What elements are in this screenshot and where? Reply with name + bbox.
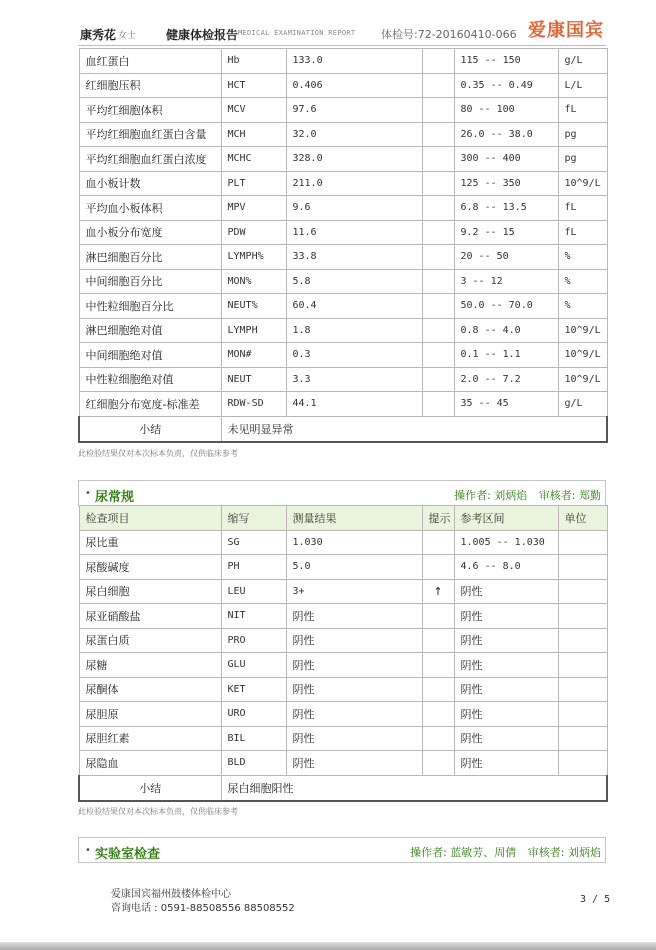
- item-name: 尿蛋白质: [79, 628, 221, 653]
- item-abbr: BLD: [221, 751, 286, 776]
- urine-section-header: [78, 480, 606, 506]
- item-unit: [558, 726, 607, 751]
- item-name: 血红蛋白: [79, 49, 221, 74]
- item-unit: g/L: [558, 392, 607, 417]
- report-title: 健康体检报告: [166, 28, 239, 42]
- table-row: [79, 245, 607, 270]
- item-range: 4.6 -- 8.0: [454, 555, 558, 580]
- item-result: 11.6: [286, 220, 422, 245]
- item-result: 阴性: [286, 628, 422, 653]
- item-unit: g/L: [558, 49, 607, 74]
- item-abbr: NEUT: [221, 367, 286, 392]
- lab-section-title: 实验室检查: [95, 847, 161, 862]
- lab-staff: [402, 844, 601, 860]
- item-name: 红细胞压积: [79, 73, 221, 98]
- item-result: 133.0: [286, 49, 422, 74]
- page-footer: [111, 888, 295, 916]
- item-unit: [558, 579, 607, 604]
- item-name: 平均红细胞血红蛋白含量: [79, 122, 221, 147]
- blood-test-table: [78, 48, 608, 443]
- item-result: 44.1: [286, 392, 422, 417]
- item-range: 0.35 -- 0.49: [454, 73, 558, 98]
- item-hint: [422, 73, 454, 98]
- item-result: 阴性: [286, 726, 422, 751]
- table-row: [79, 653, 607, 678]
- item-abbr: PLT: [221, 171, 286, 196]
- item-unit: %: [558, 245, 607, 270]
- column-header: 检查项目: [79, 506, 221, 531]
- item-unit: [558, 653, 607, 678]
- item-hint: [422, 245, 454, 270]
- patient-name: 康秀花: [80, 28, 117, 42]
- item-abbr: PRO: [221, 628, 286, 653]
- item-name: 平均红细胞血红蛋白浓度: [79, 147, 221, 172]
- item-hint: ↑: [422, 579, 454, 604]
- item-unit: 10^9/L: [558, 343, 607, 368]
- bottom-bar: [0, 942, 656, 950]
- item-result: 97.6: [286, 98, 422, 123]
- item-result: 0.3: [286, 343, 422, 368]
- item-unit: [558, 628, 607, 653]
- item-result: 阴性: [286, 751, 422, 776]
- item-unit: pg: [558, 122, 607, 147]
- item-name: 淋巴细胞百分比: [79, 245, 221, 270]
- item-unit: [558, 530, 607, 555]
- item-name: 尿比重: [79, 530, 221, 555]
- item-abbr: GLU: [221, 653, 286, 678]
- report-header: [78, 14, 606, 46]
- table-row: [79, 318, 607, 343]
- item-abbr: MCH: [221, 122, 286, 147]
- item-name: 尿白细胞: [79, 579, 221, 604]
- item-result: 211.0: [286, 171, 422, 196]
- item-result: 1.8: [286, 318, 422, 343]
- item-range: 2.0 -- 7.2: [454, 367, 558, 392]
- item-abbr: MON#: [221, 343, 286, 368]
- urine-section-title: 尿常规: [95, 490, 135, 505]
- item-unit: 10^9/L: [558, 318, 607, 343]
- bullet-dot-icon: •: [85, 488, 91, 499]
- table-row: [79, 604, 607, 629]
- item-result: 33.8: [286, 245, 422, 270]
- item-name: 中间细胞百分比: [79, 269, 221, 294]
- urine-table-header: [79, 506, 607, 531]
- item-abbr: MCHC: [221, 147, 286, 172]
- item-name: 尿酸碱度: [79, 555, 221, 580]
- summary-label: 小结: [79, 775, 221, 801]
- item-hint: [422, 702, 454, 727]
- item-abbr: MPV: [221, 196, 286, 221]
- summary-text: 尿白细胞阳性: [221, 775, 607, 801]
- item-name: 尿隐血: [79, 751, 221, 776]
- item-range: 阴性: [454, 702, 558, 727]
- item-unit: fL: [558, 220, 607, 245]
- item-unit: fL: [558, 196, 607, 221]
- item-range: 阴性: [454, 677, 558, 702]
- item-range: 1.005 -- 1.030: [454, 530, 558, 555]
- item-result: 阴性: [286, 653, 422, 678]
- table-row: [79, 49, 607, 74]
- item-range: 6.8 -- 13.5: [454, 196, 558, 221]
- item-name: 尿酮体: [79, 677, 221, 702]
- table-row: [79, 196, 607, 221]
- item-range: 80 -- 100: [454, 98, 558, 123]
- item-unit: [558, 702, 607, 727]
- contact-phone: 咨询电话 : 0591-88508556 88508552: [111, 903, 295, 914]
- item-name: 尿亚硝酸盐: [79, 604, 221, 629]
- item-range: 阴性: [454, 751, 558, 776]
- item-unit: L/L: [558, 73, 607, 98]
- item-abbr: Hb: [221, 49, 286, 74]
- item-result: 3.3: [286, 367, 422, 392]
- item-hint: [422, 726, 454, 751]
- page-number: 3 / 5: [580, 894, 611, 905]
- column-header: 缩写: [221, 506, 286, 531]
- item-hint: [422, 171, 454, 196]
- item-name: 血小板分布宽度: [79, 220, 221, 245]
- item-hint: [422, 343, 454, 368]
- column-header: 参考区间: [454, 506, 558, 531]
- column-header: 测量结果: [286, 506, 422, 531]
- item-name: 中性粒细胞绝对值: [79, 367, 221, 392]
- item-abbr: NEUT%: [221, 294, 286, 319]
- item-range: 阴性: [454, 628, 558, 653]
- item-name: 红细胞分布宽度-标准差: [79, 392, 221, 417]
- lab-operator: 操作者: 蓝敏芳、周倩: [410, 846, 517, 859]
- item-name: 淋巴细胞绝对值: [79, 318, 221, 343]
- item-abbr: LEU: [221, 579, 286, 604]
- item-unit: 10^9/L: [558, 171, 607, 196]
- urine-staff: [446, 487, 601, 503]
- item-unit: %: [558, 294, 607, 319]
- report-title-en: MEDICAL EXAMINATION REPORT: [238, 29, 356, 37]
- item-unit: pg: [558, 147, 607, 172]
- item-range: 阴性: [454, 653, 558, 678]
- lab-section-header: [78, 837, 606, 863]
- item-abbr: NIT: [221, 604, 286, 629]
- item-result: 1.030: [286, 530, 422, 555]
- item-abbr: BIL: [221, 726, 286, 751]
- item-name: 中间细胞绝对值: [79, 343, 221, 368]
- patient-gender: 女士: [118, 31, 137, 41]
- item-range: 3 -- 12: [454, 269, 558, 294]
- table-row: [79, 628, 607, 653]
- brand-logo: 爱康国宾: [528, 20, 604, 41]
- urine-disclaimer: 此检验结果仅对本次标本负责，仅供临床参考: [78, 807, 238, 816]
- item-hint: [422, 367, 454, 392]
- item-result: 阴性: [286, 702, 422, 727]
- item-hint: [422, 98, 454, 123]
- item-range: 115 -- 150: [454, 49, 558, 74]
- item-hint: [422, 530, 454, 555]
- item-abbr: SG: [221, 530, 286, 555]
- item-hint: [422, 147, 454, 172]
- item-unit: 10^9/L: [558, 367, 607, 392]
- item-unit: %: [558, 269, 607, 294]
- summary-label: 小结: [79, 416, 221, 442]
- item-hint: [422, 628, 454, 653]
- item-hint: [422, 220, 454, 245]
- table-row: [79, 147, 607, 172]
- table-row: [79, 367, 607, 392]
- table-row: [79, 171, 607, 196]
- item-abbr: MCV: [221, 98, 286, 123]
- column-header: 提示: [422, 506, 454, 531]
- item-hint: [422, 269, 454, 294]
- blood-disclaimer: 此检验结果仅对本次标本负责，仅供临床参考: [78, 449, 238, 458]
- item-hint: [422, 653, 454, 678]
- table-row: [79, 751, 607, 776]
- item-name: 中性粒细胞百分比: [79, 294, 221, 319]
- item-hint: [422, 751, 454, 776]
- exam-number: 体检号:72-20160410-066: [381, 28, 517, 41]
- item-unit: [558, 555, 607, 580]
- item-abbr: RDW-SD: [221, 392, 286, 417]
- item-abbr: PDW: [221, 220, 286, 245]
- item-result: 9.6: [286, 196, 422, 221]
- summary-row: [79, 775, 607, 801]
- table-row: [79, 702, 607, 727]
- table-row: [79, 579, 607, 604]
- item-abbr: URO: [221, 702, 286, 727]
- item-result: 5.8: [286, 269, 422, 294]
- item-unit: fL: [558, 98, 607, 123]
- table-row: [79, 294, 607, 319]
- item-range: 20 -- 50: [454, 245, 558, 270]
- urine-reviewer: 审核者: 郑勤: [538, 489, 601, 502]
- item-abbr: MON%: [221, 269, 286, 294]
- item-range: 300 -- 400: [454, 147, 558, 172]
- item-abbr: LYMPH: [221, 318, 286, 343]
- table-row: [79, 269, 607, 294]
- table-row: [79, 677, 607, 702]
- item-result: 32.0: [286, 122, 422, 147]
- item-name: 尿胆原: [79, 702, 221, 727]
- item-result: 60.4: [286, 294, 422, 319]
- item-hint: [422, 677, 454, 702]
- item-result: 3+: [286, 579, 422, 604]
- item-name: 尿胆红素: [79, 726, 221, 751]
- item-hint: [422, 196, 454, 221]
- item-range: 26.0 -- 38.0: [454, 122, 558, 147]
- table-row: [79, 220, 607, 245]
- item-range: 9.2 -- 15: [454, 220, 558, 245]
- item-hint: [422, 122, 454, 147]
- item-range: 阴性: [454, 726, 558, 751]
- table-row: [79, 343, 607, 368]
- item-name: 平均红细胞体积: [79, 98, 221, 123]
- table-row: [79, 726, 607, 751]
- item-abbr: HCT: [221, 73, 286, 98]
- table-row: [79, 122, 607, 147]
- item-unit: [558, 677, 607, 702]
- item-range: 35 -- 45: [454, 392, 558, 417]
- item-result: 阴性: [286, 604, 422, 629]
- item-range: 0.8 -- 4.0: [454, 318, 558, 343]
- header-divider: [78, 45, 606, 46]
- table-row: [79, 98, 607, 123]
- center-name: 爱康国宾福州鼓楼体检中心: [111, 889, 231, 900]
- item-result: 阴性: [286, 677, 422, 702]
- item-result: 328.0: [286, 147, 422, 172]
- item-name: 尿糖: [79, 653, 221, 678]
- item-result: 5.0: [286, 555, 422, 580]
- item-range: 阴性: [454, 579, 558, 604]
- urine-operator: 操作者: 刘炳焰: [454, 489, 528, 502]
- urine-test-table: [78, 505, 608, 802]
- item-unit: [558, 751, 607, 776]
- table-row: [79, 392, 607, 417]
- item-hint: [422, 392, 454, 417]
- lab-reviewer: 审核者: 刘炳焰: [527, 846, 601, 859]
- item-range: 阴性: [454, 604, 558, 629]
- bullet-dot-icon: •: [85, 845, 91, 856]
- item-unit: [558, 604, 607, 629]
- summary-text: 未见明显异常: [221, 416, 607, 442]
- table-row: [79, 555, 607, 580]
- item-hint: [422, 604, 454, 629]
- item-name: 平均血小板体积: [79, 196, 221, 221]
- table-row: [79, 530, 607, 555]
- item-hint: [422, 49, 454, 74]
- item-hint: [422, 294, 454, 319]
- item-abbr: LYMPH%: [221, 245, 286, 270]
- column-header: 单位: [558, 506, 607, 531]
- item-name: 血小板计数: [79, 171, 221, 196]
- item-range: 0.1 -- 1.1: [454, 343, 558, 368]
- item-result: 0.406: [286, 73, 422, 98]
- item-hint: [422, 555, 454, 580]
- item-hint: [422, 318, 454, 343]
- item-range: 50.0 -- 70.0: [454, 294, 558, 319]
- item-abbr: PH: [221, 555, 286, 580]
- table-row: [79, 73, 607, 98]
- item-abbr: KET: [221, 677, 286, 702]
- item-range: 125 -- 350: [454, 171, 558, 196]
- summary-row: [79, 416, 607, 442]
